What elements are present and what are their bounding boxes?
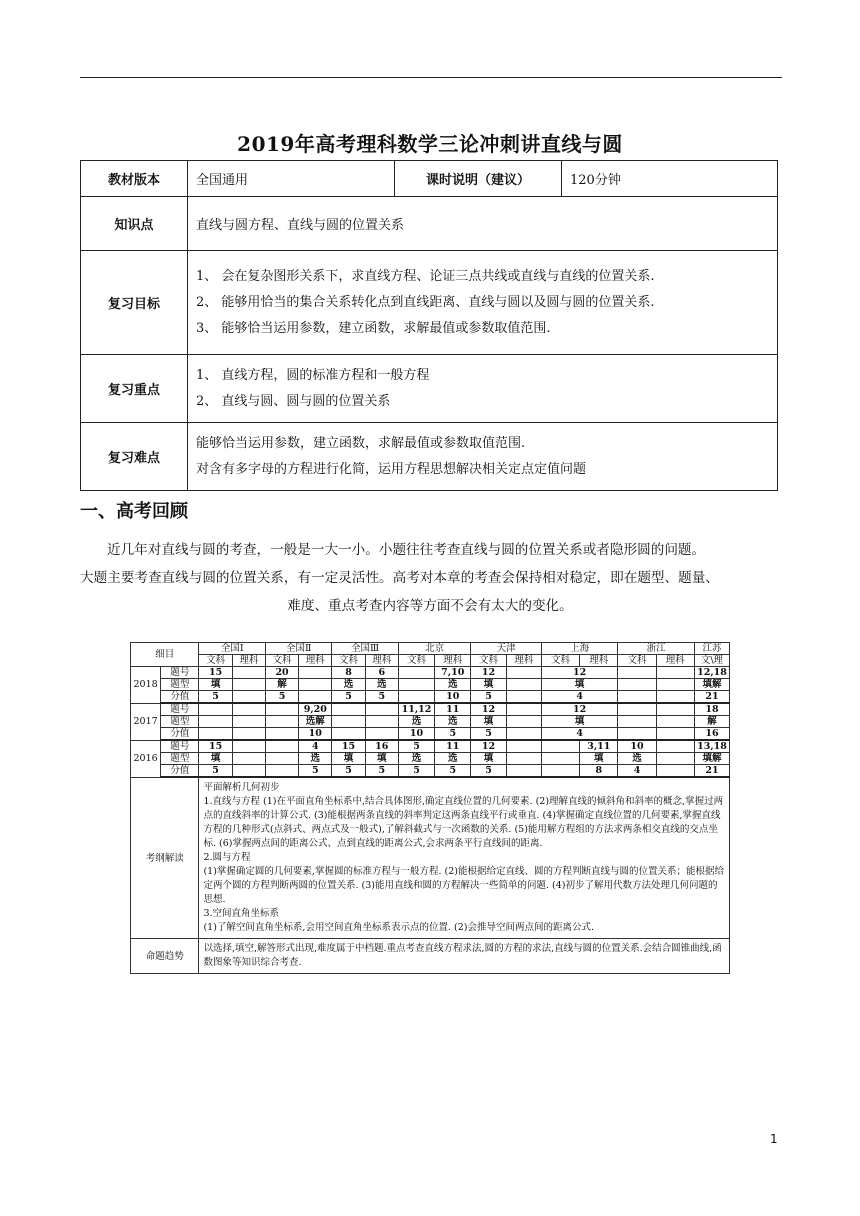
value-cell (506, 703, 541, 716)
value-cell: 填 (541, 679, 618, 691)
row-type-cell: 分值 (161, 728, 199, 741)
value-cell: 12 (471, 703, 506, 716)
subject-header: 文科 (199, 655, 232, 667)
value-cell (618, 716, 656, 728)
value-cell: 选 (299, 753, 332, 765)
value-cell (398, 679, 434, 691)
region-header: 全国Ⅱ (265, 643, 331, 655)
row-type-cell: 题型 (161, 716, 199, 728)
value-cell (506, 667, 541, 679)
value-cell: 填 (199, 679, 232, 691)
value-cell: 21 (694, 765, 729, 778)
value-cell: 选 (435, 716, 471, 728)
value-cell (656, 679, 694, 691)
value-cell: 4 (541, 728, 618, 741)
subject-header: 文科 (265, 655, 298, 667)
key-item: 1、 直线方程，圆的标准方程和一般方程 (196, 367, 430, 383)
value-cell: 选 (365, 679, 398, 691)
value-cell: 选解 (299, 716, 332, 728)
time-value: 120分钟 (562, 161, 778, 197)
subject-header: 理科 (365, 655, 398, 667)
value-cell: 7,10 (435, 667, 471, 679)
trend-label: 命题趋势 (131, 939, 199, 974)
value-cell (618, 703, 656, 716)
value-cell: 填解 (694, 679, 729, 691)
value-cell: 5 (435, 728, 471, 741)
value-cell: 填 (471, 753, 506, 765)
value-cell (506, 716, 541, 728)
table-row (131, 691, 730, 704)
value-cell (365, 703, 398, 716)
value-cell (265, 703, 298, 716)
value-cell (199, 728, 232, 741)
value-cell: 选 (435, 679, 471, 691)
value-cell: 5 (435, 765, 471, 778)
value-cell: 6 (365, 667, 398, 679)
value-cell: 选 (435, 753, 471, 765)
year-cell: 2017 (131, 703, 161, 740)
intro-line: 大题主要考查直线与圆的位置关系，有一定灵活性。高考对本章的考查会保持相对稳定，即在题型、题量、 (80, 570, 719, 586)
goal-item: 2、 能够用恰当的集合关系转化点到直线距离、直线与圆以及圆与圆的位置关系. (196, 294, 655, 310)
value-cell: 15 (199, 667, 232, 679)
value-cell: 解 (694, 716, 729, 728)
value-cell (656, 728, 694, 741)
difficult-item: 对含有多字母的方程进行化简，运用方程思想解决相关定点定值问题 (196, 461, 587, 477)
value-cell (199, 703, 232, 716)
value-cell: 填 (365, 753, 398, 765)
value-cell: 选 (618, 753, 656, 765)
outline-line: 1.直线与方程 (1)在平面直角坐标系中,结合具体图形,确定直线位置的几何要素. (2)理解直线的倾斜角和斜率的概念,掌握过两点的直线斜率的计算公式. (3)能根据两条直线的斜率判定这两条直线平行或垂直. (4)掌握确定直线位置的几何要素,掌握直线方程的几种形式(点斜式、两点式及一般式),了解斜截式与一次函数的关系. (5)能用解方程组的方法求两条相交直线的交点坐标. (6)掌握两点间的距离公式、点到直线的距离公式,会求两条平行直线间的距离. (203, 796, 724, 849)
row-type-cell: 题号 (161, 740, 199, 753)
value-cell: 12 (541, 667, 618, 679)
value-cell (265, 753, 298, 765)
region-header: 浙江 (618, 643, 695, 655)
value-cell (398, 667, 434, 679)
difficult-cell (188, 423, 778, 491)
trend-text: 以选择,填空,解答形式出现,难度属于中档题.重点考查直线方程求法,圆的方程的求法,直线与圆的位置关系.会结合圆锥曲线,函数图象等知识综合考查. (199, 939, 730, 974)
value-cell: 解 (265, 679, 298, 691)
key-label: 复习重点 (81, 355, 188, 423)
subject-header: 理科 (656, 655, 694, 667)
value-cell: 8 (332, 667, 365, 679)
outline-line: (1)掌握确定圆的几何要素,掌握圆的标准方程与一般方程. (2)能根据给定直线、圆的方程判断直线与圆的位置关系；能根据给定两个圆的方程判断两圆的位置关系. (3)能用直线和圆的方程解决一些简单的问题. (4)初步了解用代数方法处理几何问题的思想. (203, 866, 724, 905)
subject-header: 文科 (541, 655, 579, 667)
value-cell: 3,11 (580, 740, 618, 753)
value-cell (506, 753, 541, 765)
year-cell: 2016 (131, 740, 161, 777)
subject-header: 文科 (618, 655, 656, 667)
key-cell (188, 355, 778, 423)
value-cell: 选 (332, 679, 365, 691)
value-cell: 5 (332, 691, 365, 704)
value-cell: 15 (332, 740, 365, 753)
value-cell: 18 (694, 703, 729, 716)
value-cell (199, 716, 232, 728)
exam-review-table (130, 642, 730, 974)
value-cell (265, 716, 298, 728)
value-cell: 8 (580, 765, 618, 778)
value-cell (656, 740, 694, 753)
value-cell (506, 728, 541, 741)
row-type-cell: 题型 (161, 679, 199, 691)
value-cell: 11 (435, 740, 471, 753)
value-cell (656, 716, 694, 728)
region-header: 江苏 (694, 643, 729, 655)
table-row (131, 765, 730, 778)
value-cell: 12 (471, 667, 506, 679)
goal-item: 3、 能够恰当运用参数，建立函数，求解最值或参数取值范围. (196, 320, 551, 336)
table-row (131, 667, 730, 679)
value-cell (506, 691, 541, 704)
value-cell: 填 (580, 753, 618, 765)
page-title: 2019年高考理科数学三论冲刺讲直线与圆 (237, 132, 623, 156)
value-cell (299, 691, 332, 704)
value-cell: 填 (541, 716, 618, 728)
value-cell: 11,12 (398, 703, 434, 716)
value-cell: 12,18 (694, 667, 729, 679)
goals-cell (188, 251, 778, 355)
value-cell: 4 (541, 691, 618, 704)
intro-line: 难度、重点考查内容等方面不会有太大的变化。 (287, 598, 573, 614)
outline-line: (1)了解空间直角坐标系,会用空间直角坐标系表示点的位置. (2)会推导空间两点间的距离公式. (203, 922, 594, 933)
value-cell (232, 765, 265, 778)
value-cell: 5 (398, 765, 434, 778)
intro-line: 近几年对直线与圆的考查，一般是一大一小。小题往往考查直线与圆的位置关系或者隐形圆的问题。 (107, 542, 706, 558)
value-cell: 5 (471, 691, 506, 704)
value-cell: 20 (265, 667, 298, 679)
course-info-table (80, 160, 778, 491)
region-header: 天津 (471, 643, 542, 655)
value-cell (232, 740, 265, 753)
table-row (131, 740, 730, 753)
region-header: 全国Ⅲ (332, 643, 398, 655)
value-cell (232, 753, 265, 765)
value-cell: 21 (694, 691, 729, 704)
value-cell (656, 703, 694, 716)
table-row (131, 728, 730, 741)
subject-header: 理科 (506, 655, 541, 667)
value-cell (332, 703, 365, 716)
value-cell (265, 728, 298, 741)
goal-item: 1、 会在复杂图形关系下，求直线方程、论证三点共线或直线与直线的位置关系. (196, 268, 655, 284)
value-cell (232, 667, 265, 679)
value-cell (232, 679, 265, 691)
value-cell (365, 728, 398, 741)
value-cell: 5 (332, 765, 365, 778)
table-row (131, 679, 730, 691)
row-type-cell: 分值 (161, 765, 199, 778)
value-cell (618, 691, 656, 704)
page-number: 1 (770, 1132, 778, 1146)
subject-header: 文\理 (694, 655, 729, 667)
outline-line: 平面解析几何初步 (203, 782, 280, 793)
value-cell (332, 728, 365, 741)
value-cell: 5 (199, 765, 232, 778)
value-cell (656, 753, 694, 765)
value-cell: 5 (299, 765, 332, 778)
difficult-label: 复习难点 (81, 423, 188, 491)
value-cell (618, 728, 656, 741)
subject-header: 文科 (471, 655, 506, 667)
value-cell: 16 (365, 740, 398, 753)
outline-line: 2.圆与方程 (203, 852, 251, 863)
outline-label: 考纲解读 (131, 777, 199, 939)
knowledge-value: 直线与圆方程、直线与圆的位置关系 (188, 197, 778, 251)
version-value: 全国通用 (188, 161, 395, 197)
value-cell (656, 691, 694, 704)
row-type-cell: 题号 (161, 667, 199, 679)
subject-header: 理科 (232, 655, 265, 667)
value-cell (299, 679, 332, 691)
row-type-cell: 题号 (161, 703, 199, 716)
value-cell (541, 753, 579, 765)
value-cell: 13,18 (694, 740, 729, 753)
table-row (131, 753, 730, 765)
value-cell (656, 765, 694, 778)
value-cell: 5 (471, 765, 506, 778)
value-cell: 填解 (694, 753, 729, 765)
value-cell (541, 765, 579, 778)
outline-text (199, 777, 730, 939)
value-cell: 填 (471, 716, 506, 728)
value-cell: 5 (265, 691, 298, 704)
time-label: 课时说明（建议） (395, 161, 562, 197)
value-cell (618, 679, 656, 691)
value-cell (506, 740, 541, 753)
value-cell (232, 703, 265, 716)
value-cell: 10 (435, 691, 471, 704)
value-cell: 10 (618, 740, 656, 753)
subject-header: 文科 (332, 655, 365, 667)
table-row (131, 703, 730, 716)
value-cell: 5 (199, 691, 232, 704)
value-cell: 填 (471, 679, 506, 691)
region-header: 上海 (541, 643, 618, 655)
subject-header: 理科 (435, 655, 471, 667)
value-cell (232, 691, 265, 704)
value-cell: 5 (398, 740, 434, 753)
value-cell: 10 (398, 728, 434, 741)
value-cell: 选 (398, 716, 434, 728)
value-cell (232, 716, 265, 728)
value-cell (332, 716, 365, 728)
value-cell: 填 (332, 753, 365, 765)
region-header: 北京 (398, 643, 471, 655)
subject-header: 文科 (398, 655, 434, 667)
value-cell: 11 (435, 703, 471, 716)
value-cell (299, 667, 332, 679)
value-cell: 填 (199, 753, 232, 765)
value-cell (506, 765, 541, 778)
value-cell: 5 (471, 728, 506, 741)
table-row (131, 716, 730, 728)
subject-header: 理科 (299, 655, 332, 667)
value-cell: 12 (541, 703, 618, 716)
value-cell: 选 (398, 753, 434, 765)
value-cell (232, 728, 265, 741)
value-cell: 5 (365, 765, 398, 778)
value-cell (541, 740, 579, 753)
version-label: 教材版本 (81, 161, 188, 197)
outline-line: 3.空间直角坐标系 (203, 908, 280, 919)
year-cell: 2018 (131, 667, 161, 704)
section-heading: 一、高考回顾 (80, 501, 188, 522)
value-cell (506, 679, 541, 691)
row-type-cell: 分值 (161, 691, 199, 704)
region-header: 全国Ⅰ (199, 643, 265, 655)
value-cell (265, 765, 298, 778)
corner-header: 细目 (131, 643, 199, 667)
section-intro (80, 536, 780, 620)
value-cell: 12 (471, 740, 506, 753)
row-type-cell: 题型 (161, 753, 199, 765)
difficult-item: 能够恰当运用参数，建立函数，求解最值或参数取值范围. (196, 435, 526, 451)
subject-header: 理科 (580, 655, 618, 667)
value-cell: 16 (694, 728, 729, 741)
value-cell: 9,20 (299, 703, 332, 716)
key-item: 2、 直线与圆、圆与圆的位置关系 (196, 393, 391, 409)
header-rule (80, 77, 782, 78)
value-cell (398, 691, 434, 704)
value-cell: 4 (618, 765, 656, 778)
goals-label: 复习目标 (81, 251, 188, 355)
value-cell (265, 740, 298, 753)
value-cell (618, 667, 656, 679)
value-cell (365, 716, 398, 728)
value-cell: 4 (299, 740, 332, 753)
value-cell: 15 (199, 740, 232, 753)
value-cell: 10 (299, 728, 332, 741)
value-cell: 5 (365, 691, 398, 704)
knowledge-label: 知识点 (81, 197, 188, 251)
value-cell (656, 667, 694, 679)
